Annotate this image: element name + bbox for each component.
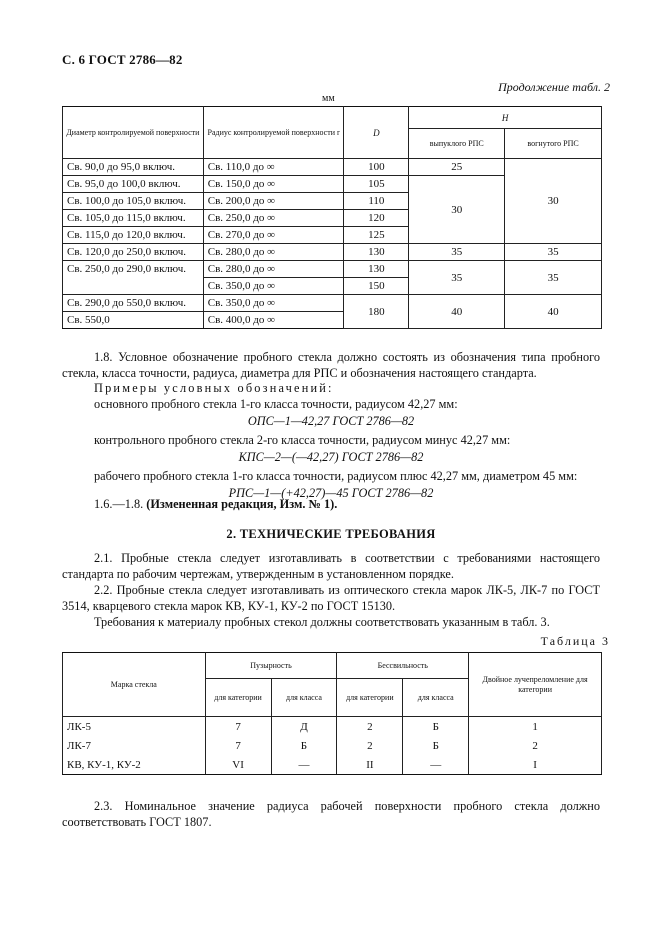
cell-d: 180 <box>344 295 409 329</box>
table-3-label: Таблица 3 <box>540 634 610 648</box>
cell-radius: Св. 350,0 до ∞ <box>203 295 344 312</box>
example-2-code: КПС—2—(—42,27) ГОСТ 2786—82 <box>238 450 424 464</box>
cell-striae-category: II <box>337 755 403 775</box>
examples-title: Примеры условных обозначений: <box>94 381 334 395</box>
cell-d: 130 <box>344 244 409 261</box>
cell-striae-category: 2 <box>337 736 403 755</box>
cell-h-concave: 40 <box>505 295 602 329</box>
example-2-text: контрольного пробного стекла 2-го класса точности, радиусом минус 42,27 мм: <box>94 433 511 447</box>
paragraph-1-8: 1.8. Условное обозначение пробного стекла должно состоять из обозначения типа пробного стекла, класса точности, радиуса, диаметра для РПС и обозначения настоящего стандарта. <box>62 350 600 380</box>
example-3-code: РПС—1—(+42,27)—45 ГОСТ 2786—82 <box>228 486 434 500</box>
paragraph-2-3: 2.3. Номинальное значение радиуса рабочей поверхности пробного стекла должно соответствовать ГОСТ 1807. <box>62 799 600 829</box>
cell-radius: Св. 280,0 до ∞ <box>203 261 344 278</box>
header-bubbles-class: для класса <box>271 679 337 717</box>
cell-d: 130 <box>344 261 409 278</box>
cell-h-convex: 40 <box>409 295 505 329</box>
cell-h-convex: 35 <box>409 244 505 261</box>
cell-bubbles-category: 7 <box>205 717 271 737</box>
header-striae: Бессвильность <box>337 653 469 679</box>
cell-striae-class: Б <box>403 717 469 737</box>
header-diameter: Диаметр контролируемой поверхности <box>63 107 204 159</box>
header-d: D <box>344 107 409 159</box>
section-title: 2. ТЕХНИЧЕСКИЕ ТРЕБОВАНИЯ <box>226 527 436 541</box>
table-row <box>63 244 602 261</box>
cell-d: 125 <box>344 227 409 244</box>
cell-bubbles-class: — <box>271 755 337 775</box>
table-row <box>63 295 602 312</box>
cell-d: 110 <box>344 193 409 210</box>
cell-d: 100 <box>344 159 409 176</box>
cell-h-concave: 30 <box>505 159 602 244</box>
cell-diameter: Св. 90,0 до 95,0 включ. <box>63 159 204 176</box>
cell-bubbles-category: VI <box>205 755 271 775</box>
header-concave: вогнутого РПС <box>505 129 602 159</box>
cell-birefringence: 2 <box>469 736 602 755</box>
cell-radius: Св. 110,0 до ∞ <box>203 159 344 176</box>
cell-radius: Св. 150,0 до ∞ <box>203 176 344 193</box>
cell-radius: Св. 200,0 до ∞ <box>203 193 344 210</box>
table-2 <box>62 106 602 329</box>
cell-h-convex: 25 <box>409 159 505 176</box>
cell-bubbles-class: Д <box>271 717 337 737</box>
table-continuation-label: Продолжение табл. 2 <box>498 80 610 94</box>
cell-diameter: Св. 250,0 до 290,0 включ. <box>63 261 204 295</box>
header-striae-category: для категории <box>337 679 403 717</box>
header-h: H <box>409 107 602 129</box>
cell-h-concave: 35 <box>505 261 602 295</box>
cell-birefringence: 1 <box>469 717 602 737</box>
cell-radius: Св. 280,0 до ∞ <box>203 244 344 261</box>
page-header: С. 6 ГОСТ 2786—82 <box>62 52 183 67</box>
cell-radius: Св. 350,0 до ∞ <box>203 278 344 295</box>
header-striae-class: для класса <box>403 679 469 717</box>
cell-d: 120 <box>344 210 409 227</box>
cell-d: 105 <box>344 176 409 193</box>
table-row <box>63 736 602 755</box>
cell-birefringence: I <box>469 755 602 775</box>
cell-diameter: Св. 105,0 до 115,0 включ. <box>63 210 204 227</box>
header-mark: Марка стекла <box>63 653 206 717</box>
cell-diameter: Св. 290,0 до 550,0 включ. <box>63 295 204 312</box>
header-radius: Радиус контролируемой поверхности r <box>203 107 344 159</box>
example-1-text: основного пробного стекла 1-го класса точности, радиусом 42,27 мм: <box>94 397 458 411</box>
cell-striae-class: — <box>403 755 469 775</box>
amendment-prefix: 1.6.—1.8. <box>94 497 144 511</box>
cell-radius: Св. 400,0 до ∞ <box>203 312 344 329</box>
table-row <box>63 755 602 775</box>
table-row <box>63 717 602 737</box>
header-convex: выпуклого РПС <box>409 129 505 159</box>
cell-mark: КВ, КУ-1, КУ-2 <box>63 755 206 775</box>
header-bubbles-category: для категории <box>205 679 271 717</box>
cell-h-convex: 35 <box>409 261 505 295</box>
header-bubbles: Пузырность <box>205 653 337 679</box>
table-row <box>63 261 602 278</box>
cell-mark: ЛК-5 <box>63 717 206 737</box>
cell-d: 150 <box>344 278 409 295</box>
paragraph-2-1: 2.1. Пробные стекла следует изготавливать в соответствии с требованиями настоящего стандарта по рабочим чертежам, утвержденным в установленном порядке. <box>62 551 600 581</box>
cell-diameter: Св. 120,0 до 250,0 включ. <box>63 244 204 261</box>
paragraph-requirements: Требования к материалу пробных стекол должны соответствовать указанным в табл. 3. <box>94 615 550 629</box>
paragraph-2-2: 2.2. Пробные стекла следует изготавливать из оптического стекла марок ЛК-5, ЛК-7 по ГОСТ 3514, кварцевого стекла марок КВ, КУ-1, КУ-2 по ГОСТ 15130. <box>62 583 600 613</box>
amendment-note <box>62 496 600 512</box>
cell-radius: Св. 250,0 до ∞ <box>203 210 344 227</box>
cell-diameter: Св. 550,0 <box>63 312 204 329</box>
table-row <box>63 159 602 176</box>
cell-striae-class: Б <box>403 736 469 755</box>
cell-diameter: Св. 115,0 до 120,0 включ. <box>63 227 204 244</box>
cell-bubbles-class: Б <box>271 736 337 755</box>
amendment-bold: (Измененная редакция, Изм. № 1). <box>146 497 338 511</box>
cell-diameter: Св. 95,0 до 100,0 включ. <box>63 176 204 193</box>
cell-radius: Св. 270,0 до ∞ <box>203 227 344 244</box>
cell-striae-category: 2 <box>337 717 403 737</box>
example-1-code: ОПС—1—42,27 ГОСТ 2786—82 <box>247 414 415 428</box>
cell-bubbles-category: 7 <box>205 736 271 755</box>
cell-h-concave: 35 <box>505 244 602 261</box>
example-3-text: рабочего пробного стекла 1-го класса точности, радиусом плюс 42,27 мм, диаметром 45 мм: <box>94 469 578 483</box>
cell-h-convex: 30 <box>409 176 505 244</box>
cell-mark: ЛК-7 <box>63 736 206 755</box>
cell-diameter: Св. 100,0 до 105,0 включ. <box>63 193 204 210</box>
table-3 <box>62 652 602 775</box>
header-birefringence: Двойное лучепреломление для категории <box>469 653 602 717</box>
units-label: мм <box>322 93 335 104</box>
